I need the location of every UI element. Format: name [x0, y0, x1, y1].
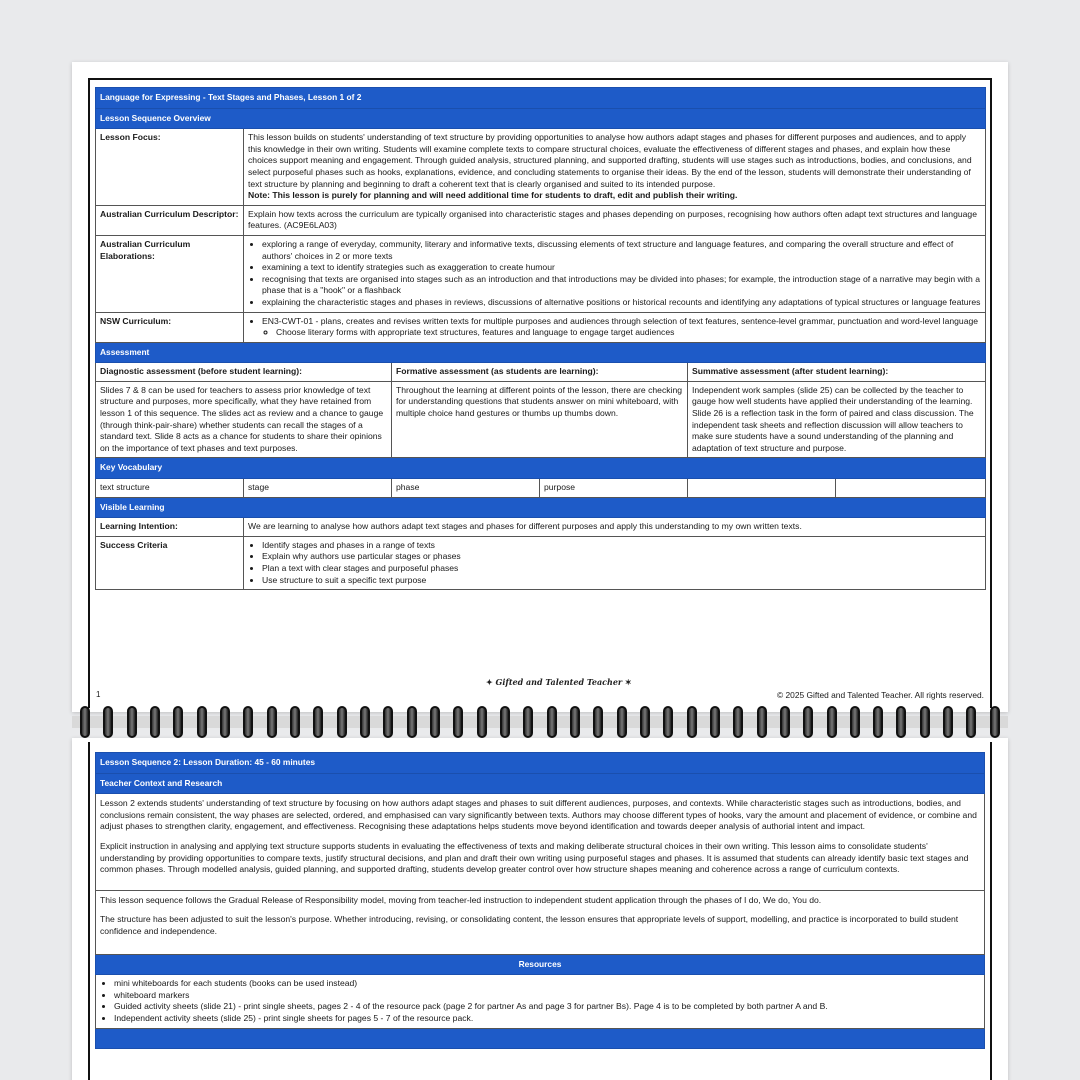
diagnostic-text: Slides 7 & 8 can be used for teachers to assess prior knowledge of text structure and purposes, more specifically, what they have retained from lesson 1 of this sequence. The slides act as review and a chance to gauge (through think-pair-share) whether students can recall the stages of a standard text. Slide 8 acts as a chance for students to share their opinions on the importance of text phases and text purposes.	[96, 381, 392, 458]
binding-ring	[500, 706, 510, 738]
lesson-plan-table	[95, 87, 985, 590]
binding-ring	[127, 706, 137, 738]
binding-ring	[570, 706, 580, 738]
binding-ring	[150, 706, 160, 738]
binding-ring	[477, 706, 487, 738]
binding-ring	[593, 706, 603, 738]
visible-learning-header: Visible Learning	[96, 497, 986, 518]
focus-cell	[244, 129, 986, 206]
vocab-cell: purpose	[540, 479, 688, 498]
vocab-cell	[836, 479, 986, 498]
context-paragraph: Explicit instruction in analysing and applying text structure supports students in evaluating the effectiveness of texts and making deliberate structural choices in their own writing. This lesson aims to consolidate students' understanding by providing opportunities to compare texts, justify structural decisions, and plan and draft their own writing using purposeful stages and phases. It is assumed that students can already identify basic text stages and common phases. Through modelled analysis, guided planning, and supported drafting, students develop greater control over how structure shapes meaning and coherence across a range of curriculum contexts.	[100, 840, 969, 875]
binding-ring	[337, 706, 347, 738]
focus-text: This lesson builds on students' understanding of text structure by providing opportunities to analyse how authors adapt stages and phases for different purposes and audiences, and to apply this knowledge in their own writing. Students will examine complete texts to compare structural choices, evaluate the effectiveness of different stages and phases, and explain how these choices support meaning and engagement. Through guided analysis, structured planning, and supported drafting, students will use stages such as introductions, bodies, and conclusions, and select purposeful phases such as hooks, explanations, evidence, and concluding statements to organise their ideas. By the end of the lesson, students will demonstrate their understanding of text structure by planning and beginning to draft a coherent text that is clearly organised and suited to its intended purpose.	[248, 132, 972, 189]
logo-text: Gifted and Talented Teacher	[495, 677, 623, 687]
binding-ring	[896, 706, 906, 738]
binding-ring	[710, 706, 720, 738]
context-header: Teacher Context and Research	[96, 773, 985, 794]
resources-cell	[96, 975, 985, 1028]
vocab-cell: text structure	[96, 479, 244, 498]
model-paragraph: The structure has been adjusted to suit the lesson's purpose. Whether introducing, revising, or consolidating content, the lesson ensures that appropriate levels of support, modelling, and practice is incorporated to build student confidence and independence.	[100, 914, 959, 936]
assessment-header: Assessment	[96, 342, 986, 363]
resource-item: • Guided activity sheets (slide 21) - print single sheets, pages 2 - 4 of the resource pack (page 2 for partner As and page 3 for partner Bs). Page 4 is to be completed by both partner A and B.	[114, 1001, 980, 1013]
formative-text: Throughout the learning at different points of the lesson, there are checking for understanding questions that students answer on mini whiteboard, with multiple choice hand gestures or thumbs up thumbs down.	[392, 381, 688, 458]
nsw-cell	[244, 312, 986, 342]
next-section-header	[96, 1028, 985, 1049]
binding-ring	[80, 706, 90, 738]
binding-ring	[243, 706, 253, 738]
vocab-cell: phase	[392, 479, 540, 498]
binding-ring	[920, 706, 930, 738]
binding-ring	[943, 706, 953, 738]
binding-ring	[803, 706, 813, 738]
resource-item: • Independent activity sheets (slide 25) - print single sheets for pages 5 - 7 of the resource pack.	[114, 1013, 980, 1025]
criteria-item: • Identify stages and phases in a range of texts	[262, 540, 981, 552]
binding-ring	[547, 706, 557, 738]
nsw-label: NSW Curriculum:	[96, 312, 244, 342]
resource-item: • mini whiteboards for each students (books can be used instead)	[114, 978, 980, 990]
binding-ring	[407, 706, 417, 738]
spiral-binding	[80, 704, 1000, 740]
model-paragraph: This lesson sequence follows the Gradual Release of Responsibility model, moving from teacher-led instruction to independent student application through the phases of I do, We do, You do.	[100, 894, 822, 905]
summative-text: Independent work samples (slide 25) can be collected by the teacher to gauge how well students have applied their understanding of the learning. Slide 26 is a reflection task in the form of paired and class discussion. The independent task sheets and reflection discussion will allow teachers to make sure students have a sound understanding of the planning and adaptation of text structure and purpose.	[688, 381, 986, 458]
overview-header: Lesson Sequence Overview	[96, 108, 986, 129]
criteria-cell	[244, 536, 986, 589]
elaborations-label: Australian Curriculum Elaborations:	[96, 235, 244, 312]
criteria-label: Success Criteria	[96, 536, 244, 589]
descriptor-text: Explain how texts across the curriculum are typically organised into characteristic stages and phases depending on purposes, recognising how authors often adapt text structures and language features. (AC9E6LA03)	[244, 205, 986, 235]
elaboration-item: • examining a text to identify strategies such as exaggeration to create humour	[262, 262, 981, 274]
nsw-item	[262, 316, 981, 339]
diagnostic-head: Diagnostic assessment (before student learning):	[96, 363, 392, 382]
lesson-sequence-table	[95, 752, 985, 1049]
brand-logo: ✦ Gifted and Talented Teacher ✶	[486, 677, 632, 687]
nsw-item-text: EN3-CWT-01 - plans, creates and revises written texts for multiple purposes and audiences through selection of text features, sentence-level grammar, punctuation and word-level language	[262, 315, 979, 326]
resources-header: Resources	[96, 954, 985, 975]
nsw-sub-item: ◦ Choose literary forms with appropriate text structures, features and language to engage target audiences	[276, 327, 981, 339]
binding-ring	[197, 706, 207, 738]
binding-ring	[313, 706, 323, 738]
criteria-item: • Use structure to suit a specific text purpose	[262, 575, 981, 587]
criteria-item: • Explain why authors use particular stages or phases	[262, 551, 981, 563]
binding-ring	[873, 706, 883, 738]
sequence-title: Lesson Sequence 2: Lesson Duration: 45 - 60 minutes	[96, 753, 985, 774]
binding-ring	[687, 706, 697, 738]
elaboration-item: • recognising that texts are organised into stages such as an introduction and that introductions may be divided into phases; for example, the introduction stage of a narrative may begin with a phase that is a "hook" or a flashback	[262, 274, 981, 297]
binding-ring	[103, 706, 113, 738]
binding-ring	[780, 706, 790, 738]
focus-note: Note: This lesson is purely for planning and will need additional time for students to draft, edit and publish their writing.	[248, 190, 738, 201]
binding-ring	[990, 706, 1000, 738]
intention-label: Learning Intention:	[96, 518, 244, 537]
binding-ring	[523, 706, 533, 738]
binding-ring	[640, 706, 650, 738]
context-paragraph: Lesson 2 extends students' understanding of text structure by focusing on how authors adapt stages and phases to suit different audiences, purposes, and contexts. While characteristic stages such as introductions, bodies, and conclusions remain consistent, the way phases are selected, ordered, and emphasised can vary significantly between texts. Authors may choose different types of hooks, vary the amount and placement of evidence, or combine and adjust phases to strengthen clarity, engagement, and effectiveness. Recognising these adaptations helps students move beyond identification and towards deeper analysis of authorial intent and impact.	[100, 798, 977, 832]
binding-ring	[617, 706, 627, 738]
summative-head: Summative assessment (after student learning):	[688, 363, 986, 382]
binding-ring	[173, 706, 183, 738]
binding-ring	[850, 706, 860, 738]
resource-item: • whiteboard markers	[114, 990, 980, 1002]
binding-ring	[290, 706, 300, 738]
page-number: 1	[96, 690, 101, 699]
intention-text: We are learning to analyse how authors adapt text stages and phases for different purposes and apply this understanding to my own written texts.	[244, 518, 986, 537]
formative-head: Formative assessment (as students are learning):	[392, 363, 688, 382]
binding-ring	[453, 706, 463, 738]
binding-ring	[966, 706, 976, 738]
binding-ring	[360, 706, 370, 738]
elaborations-cell	[244, 235, 986, 312]
criteria-item: • Plan a text with clear stages and purposeful phases	[262, 563, 981, 575]
model-cell	[96, 890, 985, 954]
binding-ring	[430, 706, 440, 738]
elaboration-item: • exploring a range of everyday, community, literary and informative texts, discussing elements of text structure and language features, and comparing the overall structure and effect of authors' choices in 2 or more texts	[262, 239, 981, 262]
descriptor-label: Australian Curriculum Descriptor:	[96, 205, 244, 235]
focus-label: Lesson Focus:	[96, 129, 244, 206]
elaboration-item: • explaining the characteristic stages and phases in reviews, discussions of alternative positions or historical recounts and identifying any adaptations of typical structures or language features	[262, 297, 981, 309]
vocab-cell	[688, 479, 836, 498]
binding-ring	[827, 706, 837, 738]
binding-ring	[267, 706, 277, 738]
vocab-cell: stage	[244, 479, 392, 498]
binding-ring	[733, 706, 743, 738]
vocab-header: Key Vocabulary	[96, 458, 986, 479]
lesson-title: Language for Expressing - Text Stages and Phases, Lesson 1 of 2	[96, 88, 986, 109]
context-cell	[96, 794, 985, 891]
binding-ring	[383, 706, 393, 738]
binding-ring	[757, 706, 767, 738]
copyright: © 2025 Gifted and Talented Teacher. All rights reserved.	[777, 690, 984, 700]
binding-ring	[663, 706, 673, 738]
binding-ring	[220, 706, 230, 738]
